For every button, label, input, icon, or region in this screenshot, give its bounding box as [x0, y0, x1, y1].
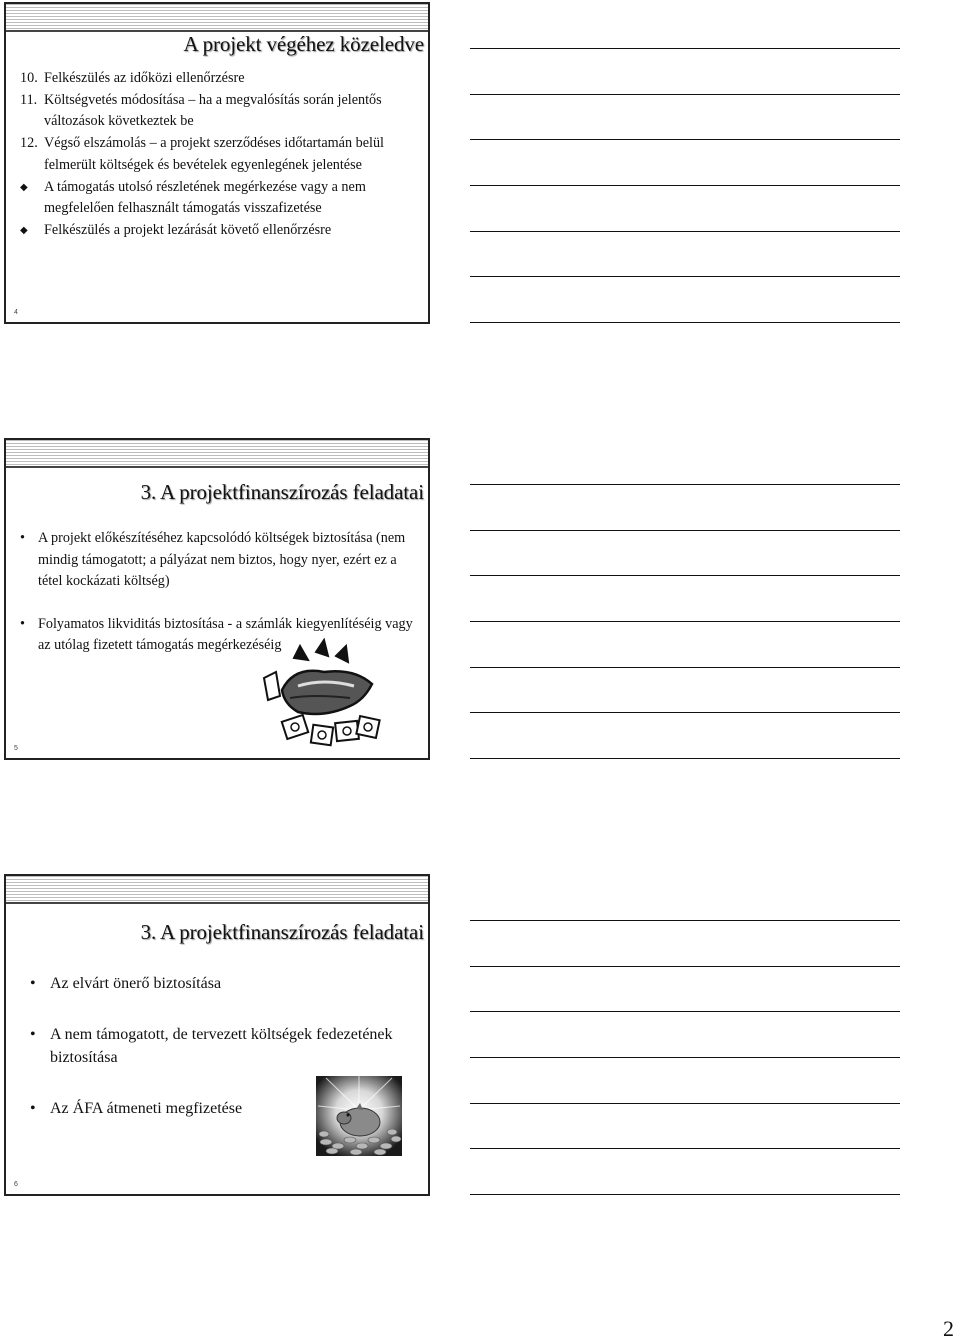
slide-5 — [4, 438, 430, 760]
piggy-bank-photo — [316, 1076, 402, 1156]
note-line — [470, 94, 900, 95]
note-line — [470, 966, 900, 967]
note-line — [470, 575, 900, 576]
list-item — [30, 1023, 420, 1069]
list-item — [20, 220, 420, 242]
note-line — [470, 1057, 900, 1058]
slide-bullet-list — [20, 68, 420, 242]
slide-header-stripes — [6, 440, 428, 466]
page-number: 2 — [943, 1316, 954, 1341]
note-line — [470, 1194, 900, 1195]
diamond-bullet-icon: ◆ — [20, 224, 28, 236]
note-line — [470, 231, 900, 232]
note-line — [470, 920, 900, 921]
list-item-text: Végső elszámolás – a projekt szerződéses időtartamán belül felmerült költségek és bevételek egyenlegének jelentése — [44, 135, 384, 173]
slide-title: 3. A projektfinanszírozás feladatai — [140, 480, 424, 504]
slide-number: 5 — [14, 745, 18, 752]
slide-title: 3. A projektfinanszírozás feladatai — [140, 920, 424, 944]
note-line — [470, 276, 900, 277]
note-line — [470, 712, 900, 713]
list-item-text: A projekt előkészítéséhez kapcsolódó költségek biztosítása (nem mindig támogatott; a pályázat nem biztos, hogy nyer, ezért ez a tétel kockázati költség) — [38, 530, 406, 589]
list-item-text: Felkészülés az időközi ellenőrzésre — [44, 70, 245, 86]
wallet-money-clipart — [254, 638, 386, 756]
list-marker: 10. — [20, 70, 38, 86]
note-line — [470, 322, 900, 323]
list-item — [30, 972, 420, 995]
list-item-text: Költségvetés módosítása – ha a megvalósítás során jelentős változások következtek be — [44, 91, 382, 130]
list-item-text: Az ÁFA átmeneti megfizetése — [50, 1100, 243, 1117]
list-item-text: A nem támogatott, de tervezett költségek fedezetének biztosítása — [50, 1026, 393, 1066]
note-line — [470, 758, 900, 759]
diamond-bullet-icon: ◆ — [20, 181, 28, 193]
note-line — [470, 1148, 900, 1149]
list-marker: 11. — [20, 91, 38, 108]
list-item-text: Az elvárt önerő biztosítása — [50, 975, 222, 992]
slide-title: A projekt végéhez közeledve — [183, 32, 424, 56]
bullet-icon: • — [30, 1100, 36, 1117]
slide-4 — [4, 2, 430, 324]
note-line — [470, 185, 900, 186]
slide-header-stripes — [6, 876, 428, 902]
list-item — [20, 528, 420, 593]
slide-number: 4 — [14, 309, 18, 316]
note-line — [470, 1103, 900, 1104]
list-item — [20, 68, 420, 90]
bullet-icon: • — [20, 530, 25, 546]
bullet-icon: • — [30, 1026, 36, 1043]
note-line — [470, 1011, 900, 1012]
list-item-text: Folyamatos likviditás biztosítása - a számlák kiegyenlítéséig vagy az utólag fizetett támogatás megérkezéséig — [38, 615, 413, 653]
note-line — [470, 139, 900, 140]
list-item — [20, 133, 420, 176]
note-line — [470, 530, 900, 531]
list-item — [20, 177, 420, 220]
note-line — [470, 667, 900, 668]
list-item — [20, 90, 420, 133]
list-item-text: A támogatás utolsó részletének megérkezése vagy a nem megfelelően felhasznált támogatás visszafizetése — [44, 178, 366, 217]
slide-header-stripes — [6, 4, 428, 30]
slide-number: 6 — [14, 1181, 18, 1188]
note-line — [470, 48, 900, 49]
bullet-icon: • — [20, 615, 25, 632]
note-line — [470, 484, 900, 485]
slide-6 — [4, 874, 430, 1196]
list-marker: 12. — [20, 135, 38, 152]
list-item-text: Felkészülés a projekt lezárását követő ellenőrzésre — [44, 221, 332, 238]
bullet-icon: • — [30, 975, 36, 992]
note-line — [470, 621, 900, 622]
